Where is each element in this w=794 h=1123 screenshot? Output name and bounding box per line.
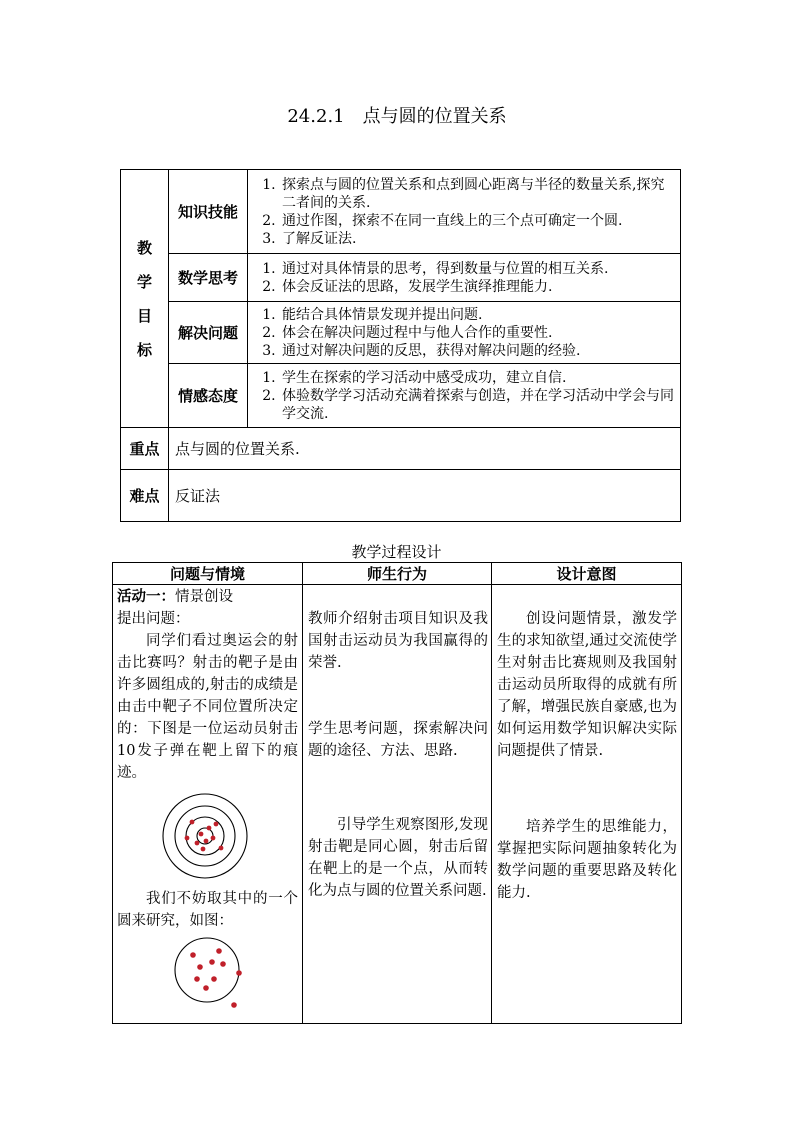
- target-figure: [117, 790, 297, 884]
- category-thinking: 数学思考: [169, 254, 248, 302]
- page-title: 24.2.1 点与圆的位置关系: [287, 106, 507, 127]
- objectives-header: 教 学 目 标: [121, 170, 169, 428]
- key-point-text: 点与圆的位置关系.: [169, 428, 681, 470]
- difficulty-label: 难点: [121, 470, 169, 522]
- category-problem-solving: 解决问题: [169, 302, 248, 364]
- behavior-paragraph-2: 学生思考问题，探索解决问题的途径、方法、思路.: [308, 721, 488, 759]
- question-paragraph: 同学们看过奥运会的射击比赛吗？射击的靶子是由许多圆组成的,射击的成绩是由击中靶子不同位置所决定的：下图是一位运动员射击10发子弹在靶上留下的痕迹。: [117, 633, 298, 781]
- circle-figure: [117, 932, 297, 1016]
- key-point-label: 重点: [121, 428, 169, 470]
- header-behavior: 师生行为: [303, 563, 492, 585]
- intent-cell: [492, 585, 682, 1024]
- problem-solving-list: 1. 能结合具体情景发现并提出问题. 2. 体会在解决问题过程中与他人合作的重要性. 3. 通过对解决问题的反思，获得对解决问题的经验.: [248, 302, 681, 364]
- difficulty-text: 反证法: [169, 470, 681, 522]
- question-cell: [113, 585, 303, 1024]
- attitude-list: 1. 学生在探索的学习活动中感受成功，建立自信. 2. 体验数学学习活动充满着探索与创造，并在学习活动中学会与同学交流.: [248, 364, 681, 428]
- behavior-paragraph-1: 教师介绍射击项目知识及我国射击运动员为我国赢得的荣誉.: [308, 611, 488, 671]
- activity-label: 活动一：: [117, 588, 175, 605]
- header-intent: 设计意图: [492, 563, 682, 585]
- behavior-cell: [303, 585, 492, 1024]
- category-knowledge: 知识技能: [169, 170, 248, 254]
- process-table: [112, 562, 682, 1024]
- header-question: 问题与情境: [113, 563, 303, 585]
- intent-paragraph-1: 创设问题情景，激发学生的求知欲望,通过交流使学生对射击比赛规则及我国射击运动员所取得的成就有所了解，增强民族自豪感,也为如何运用数学知识解决实际问题提供了情景.: [497, 611, 677, 759]
- intent-paragraph-2: 培养学生的思维能力，掌握把实际问题抽象转化为数学问题的重要思路及转化能力.: [497, 819, 677, 901]
- activity-name: 情景创设: [175, 589, 233, 605]
- question-label: 提出问题：: [117, 611, 190, 627]
- objectives-table: [120, 169, 681, 522]
- circle-paragraph: 我们不妨取其中的一个圆来研究，如图：: [117, 891, 298, 929]
- category-attitude: 情感态度: [169, 364, 248, 428]
- process-title: 教学过程设计: [351, 543, 442, 561]
- behavior-paragraph-3: 引导学生观察图形,发现射击靶是同心圆，射击后留在靶上的是一个点，从而转化为点与圆的位置关系问题.: [308, 817, 488, 899]
- thinking-list: 1. 通过对具体情景的思考，得到数量与位置的相互关系. 2. 体会反证法的思路，发展学生演绎推理能力.: [248, 254, 681, 302]
- knowledge-list: 1. 探索点与圆的位置关系和点到圆心距离与半径的数量关系,探究二者间的关系. 2. 通过作图，探索不在同一直线上的三个点可确定一个圆. 3. 了解反证法.: [248, 170, 681, 254]
